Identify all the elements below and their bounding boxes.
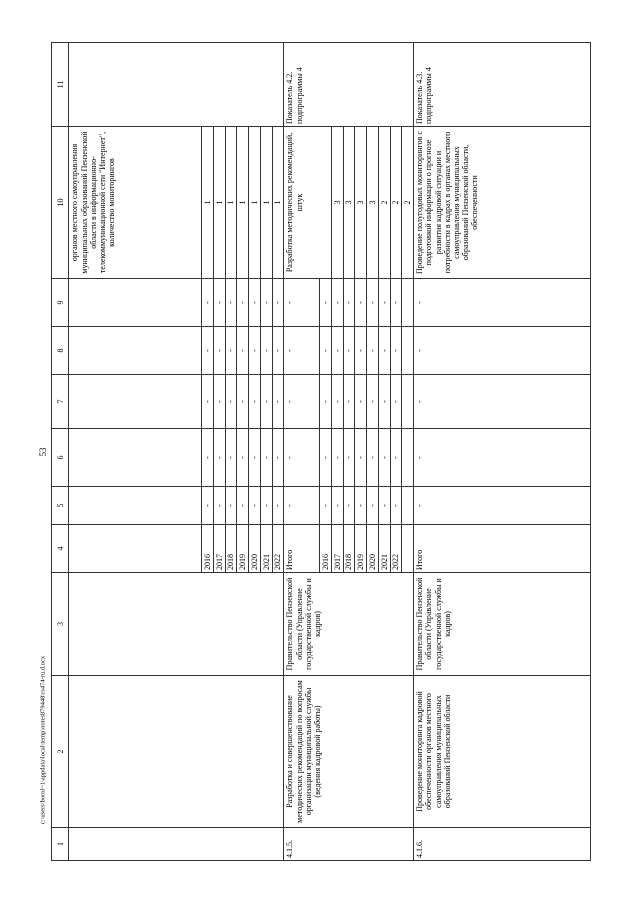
indicator-reference: Показатель 4.3. подпрограммы 4	[414, 43, 591, 127]
value-cell: -	[378, 375, 390, 429]
value-cell: -	[355, 487, 367, 525]
col-header-8: 8	[52, 327, 69, 375]
year-cell: 2019	[355, 525, 367, 573]
value-cell: 1	[260, 127, 272, 279]
total-c5: -	[414, 487, 591, 525]
year-cell: 2018	[225, 525, 237, 573]
col-header-11: 11	[52, 43, 69, 127]
value-cell: -	[202, 327, 214, 375]
value-cell: -	[225, 487, 237, 525]
value-cell: -	[343, 279, 355, 327]
value-cell: -	[355, 429, 367, 487]
year-cell: 2020	[249, 525, 261, 573]
value-cell: -	[367, 487, 379, 525]
year-cell: 2017	[213, 525, 225, 573]
year-cell: 2020	[367, 525, 379, 573]
indicator-reference: Показатель 4.2. подпрограммы 4	[284, 43, 414, 127]
year-cell: 2021	[378, 525, 390, 573]
value-cell: 3	[343, 127, 355, 279]
value-cell: 3	[331, 127, 343, 279]
indicator-text: Разработка методических рекомендаций, штук	[284, 127, 332, 279]
year-cell: 2022	[390, 525, 402, 573]
total-c6: -	[284, 429, 320, 487]
value-cell: -	[367, 327, 379, 375]
value-cell: -	[237, 279, 249, 327]
value-cell: -	[331, 279, 343, 327]
column-number-row	[52, 43, 69, 861]
continued-indicator-text: органов местного самоуправления муниципальных образований Пензенской области в информационно-телекоммуникационной сети "Интернет", количество мониторингов	[69, 127, 202, 279]
measure-executor: Правительство Пензенской области (Управление государственной службы и кадров)	[414, 573, 591, 676]
value-cell: -	[378, 429, 390, 487]
value-cell: 1	[237, 127, 249, 279]
measure-name: Разработка и совершенствование методических рекомендаций по вопросам организации муниципальной службы (ведения кадровой работы)	[284, 676, 414, 828]
year-cell: 2017	[331, 525, 343, 573]
value-cell: -	[249, 279, 261, 327]
value-cell: -	[331, 429, 343, 487]
measure-number: 4.1.5.	[284, 828, 414, 861]
value-cell: 1	[213, 127, 225, 279]
measure-row-4-1-6	[414, 43, 591, 861]
value-cell: -	[272, 375, 284, 429]
col-header-2: 2	[52, 676, 69, 828]
total-c5: -	[284, 487, 320, 525]
value-cell: -	[331, 487, 343, 525]
value-cell: -	[272, 487, 284, 525]
value-cell: 1	[225, 127, 237, 279]
value-cell: -	[355, 279, 367, 327]
value-cell: -	[225, 279, 237, 327]
col-header-6: 6	[52, 429, 69, 487]
total-c9: -	[284, 279, 320, 327]
value-cell: -	[320, 487, 332, 525]
value-cell: -	[249, 327, 261, 375]
value-cell: -	[260, 429, 272, 487]
measure-number: 4.1.6.	[414, 828, 591, 861]
value-cell: -	[320, 327, 332, 375]
value-cell: -	[202, 279, 214, 327]
value-cell: -	[320, 375, 332, 429]
total-c7: -	[284, 375, 320, 429]
measure-name: Проведение мониторинга кадровой обеспеченности органов местного самоуправления муниципальных образований Пензенской области	[414, 676, 591, 828]
continued-text-row	[69, 43, 202, 861]
value-cell: -	[343, 429, 355, 487]
value-cell: -	[260, 327, 272, 375]
value-cell: 1	[249, 127, 261, 279]
value-cell: -	[249, 375, 261, 429]
value-cell: -	[390, 327, 402, 375]
value-cell: -	[202, 487, 214, 525]
value-cell: -	[213, 279, 225, 327]
value-cell: -	[249, 429, 261, 487]
year-cell: 2022	[272, 525, 284, 573]
value-cell: -	[225, 375, 237, 429]
col-header-5: 5	[52, 487, 69, 525]
year-cell: 2021	[260, 525, 272, 573]
value-cell: -	[355, 327, 367, 375]
value-cell: -	[225, 327, 237, 375]
col-header-4: 4	[52, 525, 69, 573]
value-cell: -	[343, 487, 355, 525]
program-table-sheet	[51, 43, 591, 861]
value-cell: -	[390, 375, 402, 429]
year-cell: 2019	[237, 525, 249, 573]
value-cell: -	[320, 279, 332, 327]
value-cell: -	[260, 375, 272, 429]
measure-row-4-1-5	[284, 43, 320, 861]
value-cell: 2	[402, 127, 414, 279]
value-cell: -	[237, 487, 249, 525]
value-cell: -	[320, 429, 332, 487]
measure-executor: Правительство Пензенской области (Управление государственной службы и кадров)	[284, 573, 414, 676]
value-cell: -	[367, 279, 379, 327]
page-number: 53	[38, 447, 48, 457]
value-cell: 1	[272, 127, 284, 279]
value-cell: -	[260, 487, 272, 525]
total-c9: -	[414, 279, 591, 327]
total-c6: -	[414, 429, 591, 487]
program-measures-table	[51, 42, 591, 861]
col-header-1: 1	[52, 828, 69, 861]
value-cell: -	[367, 429, 379, 487]
col-header-7: 7	[52, 375, 69, 429]
value-cell: -	[390, 429, 402, 487]
year-cell: 2016	[320, 525, 332, 573]
value-cell: -	[272, 429, 284, 487]
year-cell: 2018	[343, 525, 355, 573]
total-label: Итого	[284, 525, 320, 573]
value-cell: 2	[390, 127, 402, 279]
col-header-10: 10	[52, 127, 69, 279]
value-cell: -	[272, 327, 284, 375]
year-cell: 2016	[202, 525, 214, 573]
value-cell: 3	[367, 127, 379, 279]
value-cell: -	[213, 327, 225, 375]
value-cell: -	[249, 487, 261, 525]
value-cell: -	[390, 487, 402, 525]
total-label: Итого	[414, 525, 591, 573]
value-cell: -	[237, 327, 249, 375]
value-cell: -	[202, 375, 214, 429]
total-c8: -	[284, 327, 320, 375]
total-c7: -	[414, 375, 591, 429]
value-cell: -	[237, 375, 249, 429]
value-cell: -	[367, 375, 379, 429]
value-cell: -	[331, 375, 343, 429]
value-cell: -	[355, 375, 367, 429]
value-cell: -	[331, 327, 343, 375]
value-cell: -	[213, 487, 225, 525]
value-cell: 3	[355, 127, 367, 279]
col-header-3: 3	[52, 573, 69, 676]
value-cell: -	[213, 375, 225, 429]
value-cell: -	[202, 429, 214, 487]
value-cell: -	[237, 429, 249, 487]
value-cell: -	[378, 327, 390, 375]
total-c8: -	[414, 327, 591, 375]
footer-file-path: c:\users\borol~1\appdata\local\temp\notes879448\rs474-ru.d.ocx	[39, 655, 47, 825]
value-cell: 2	[378, 127, 390, 279]
value-cell: -	[225, 429, 237, 487]
value-cell: -	[260, 279, 272, 327]
value-cell: -	[343, 375, 355, 429]
value-cell: 1	[202, 127, 214, 279]
value-cell: -	[378, 487, 390, 525]
value-cell: -	[272, 279, 284, 327]
value-cell: -	[378, 279, 390, 327]
indicator-text: Проведение полугодовых мониторингов с подготовкой информации о прогнозе развития кадровой ситуации и потребности в кадрах в органах местного самоуправления муниципальных образований Пензенской области, обеспеченности	[414, 127, 591, 279]
value-cell: -	[343, 327, 355, 375]
value-cell: -	[213, 429, 225, 487]
col-header-9: 9	[52, 279, 69, 327]
value-cell: -	[390, 279, 402, 327]
